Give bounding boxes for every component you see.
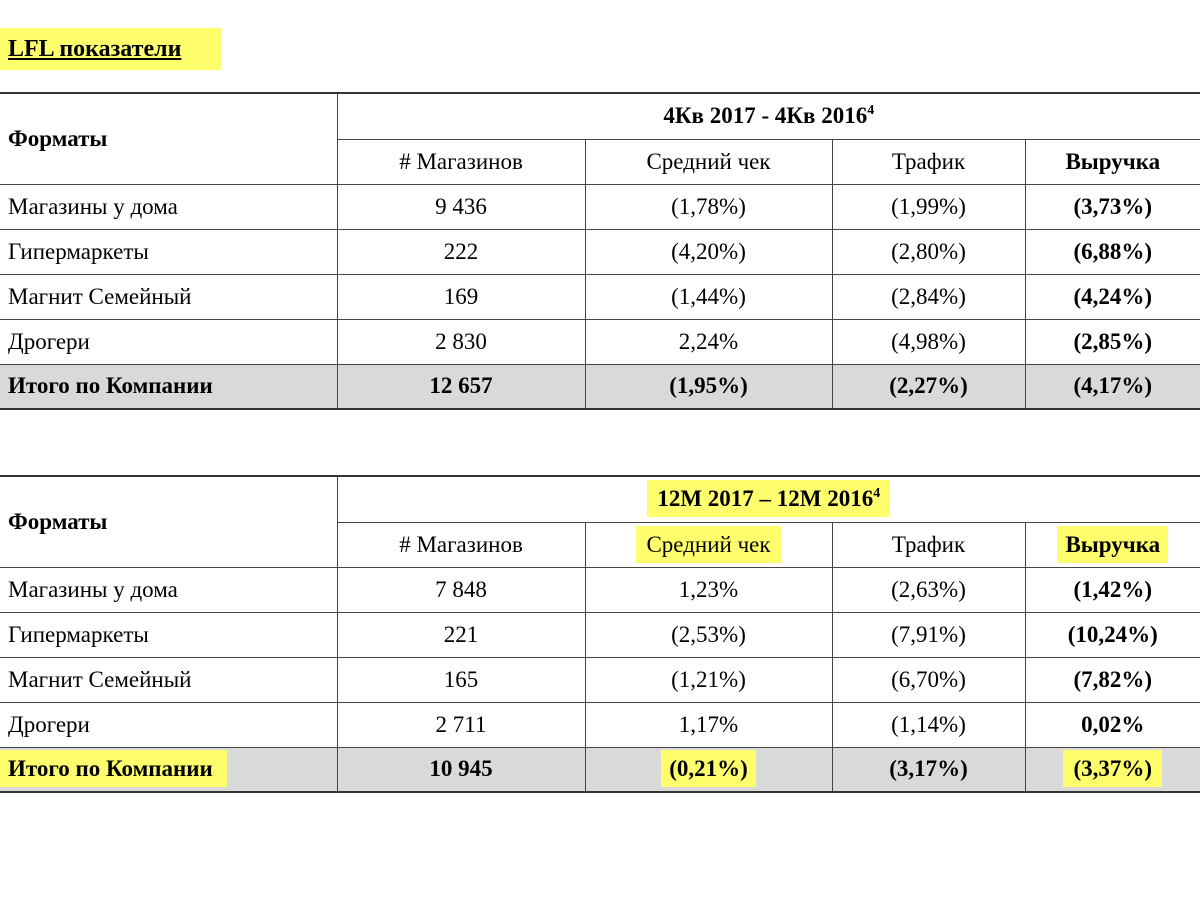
cell-avg-check: (1,78%) [585,184,832,229]
cell-avg-check: (1,21%) [585,657,832,702]
table-row [0,702,1200,747]
cell-stores: 7 848 [337,567,585,612]
table-header-row [0,93,1200,139]
cell-revenue: (1,42%) [1025,567,1200,612]
revenue-highlight: Выручка [1057,526,1168,563]
cell-revenue: (2,85%) [1025,319,1200,364]
cell-revenue: (6,88%) [1025,229,1200,274]
column-header-traffic: Трафик [832,522,1025,567]
row-name: Магнит Семейный [0,657,337,702]
row-name: Магнит Семейный [0,274,337,319]
total-name-cell [0,747,337,792]
period-label: 12М 2017 – 12М 2016 [657,486,874,512]
cell-stores: 169 [337,274,585,319]
row-name: Магазины у дома [0,184,337,229]
total-revenue: (3,37%) [1063,750,1162,787]
cell-traffic: (4,98%) [832,319,1025,364]
avg-check-highlight: Средний чек [636,526,780,563]
cell-traffic: (7,91%) [832,612,1025,657]
period-header [337,476,1200,522]
total-avg-check: (0,21%) [661,750,756,787]
row-name: Дрогери [0,702,337,747]
cell-avg-check: 1,23% [585,567,832,612]
total-revenue: (4,17%) [1025,364,1200,409]
formats-header: Форматы [0,476,337,567]
total-traffic: (2,27%) [832,364,1025,409]
total-avg-check: (1,95%) [585,364,832,409]
period-highlight [647,480,890,517]
total-stores: 10 945 [337,747,585,792]
cell-avg-check: 2,24% [585,319,832,364]
cell-stores: 2 711 [337,702,585,747]
cell-traffic: (1,14%) [832,702,1025,747]
cell-avg-check: 1,17% [585,702,832,747]
column-header-avg-check: Средний чек [585,139,832,184]
period-header [337,93,1200,139]
total-row [0,747,1200,792]
period-footnote: 4 [873,486,881,502]
cell-traffic: (2,63%) [832,567,1025,612]
cell-revenue: 0,02% [1025,702,1200,747]
column-header-stores: # Магазинов [337,139,585,184]
total-stores: 12 657 [337,364,585,409]
table-row [0,229,1200,274]
row-name: Дрогери [0,319,337,364]
table-row [0,657,1200,702]
lfl-table-q4 [0,92,1200,410]
cell-traffic: (6,70%) [832,657,1025,702]
period-label: 4Кв 2017 - 4Кв 2016 [663,103,868,129]
table-row [0,184,1200,229]
column-header-traffic: Трафик [832,139,1025,184]
total-name: Итого по Компании [0,750,227,787]
lfl-table-12m [0,475,1200,793]
total-avg-check-cell [585,747,832,792]
cell-traffic: (2,84%) [832,274,1025,319]
cell-revenue: (7,82%) [1025,657,1200,702]
cell-stores: 222 [337,229,585,274]
total-row [0,364,1200,409]
table-row [0,319,1200,364]
row-name: Магазины у дома [0,567,337,612]
table-row [0,567,1200,612]
cell-traffic: (2,80%) [832,229,1025,274]
row-name: Гипермаркеты [0,229,337,274]
total-revenue-cell [1025,747,1200,792]
cell-stores: 221 [337,612,585,657]
table-header-row [0,476,1200,522]
table-row [0,274,1200,319]
cell-stores: 165 [337,657,585,702]
cell-avg-check: (1,44%) [585,274,832,319]
cell-revenue: (4,24%) [1025,274,1200,319]
page-title: LFL показатели [0,28,221,70]
table-row [0,612,1200,657]
row-name: Гипермаркеты [0,612,337,657]
column-header-revenue [1025,522,1200,567]
total-traffic: (3,17%) [832,747,1025,792]
formats-header: Форматы [0,93,337,184]
column-header-revenue: Выручка [1025,139,1200,184]
cell-revenue: (10,24%) [1025,612,1200,657]
cell-avg-check: (2,53%) [585,612,832,657]
cell-revenue: (3,73%) [1025,184,1200,229]
total-name: Итого по Компании [0,364,337,409]
cell-traffic: (1,99%) [832,184,1025,229]
cell-stores: 2 830 [337,319,585,364]
cell-stores: 9 436 [337,184,585,229]
column-header-stores: # Магазинов [337,522,585,567]
cell-avg-check: (4,20%) [585,229,832,274]
column-header-avg-check [585,522,832,567]
period-footnote: 4 [867,103,875,119]
